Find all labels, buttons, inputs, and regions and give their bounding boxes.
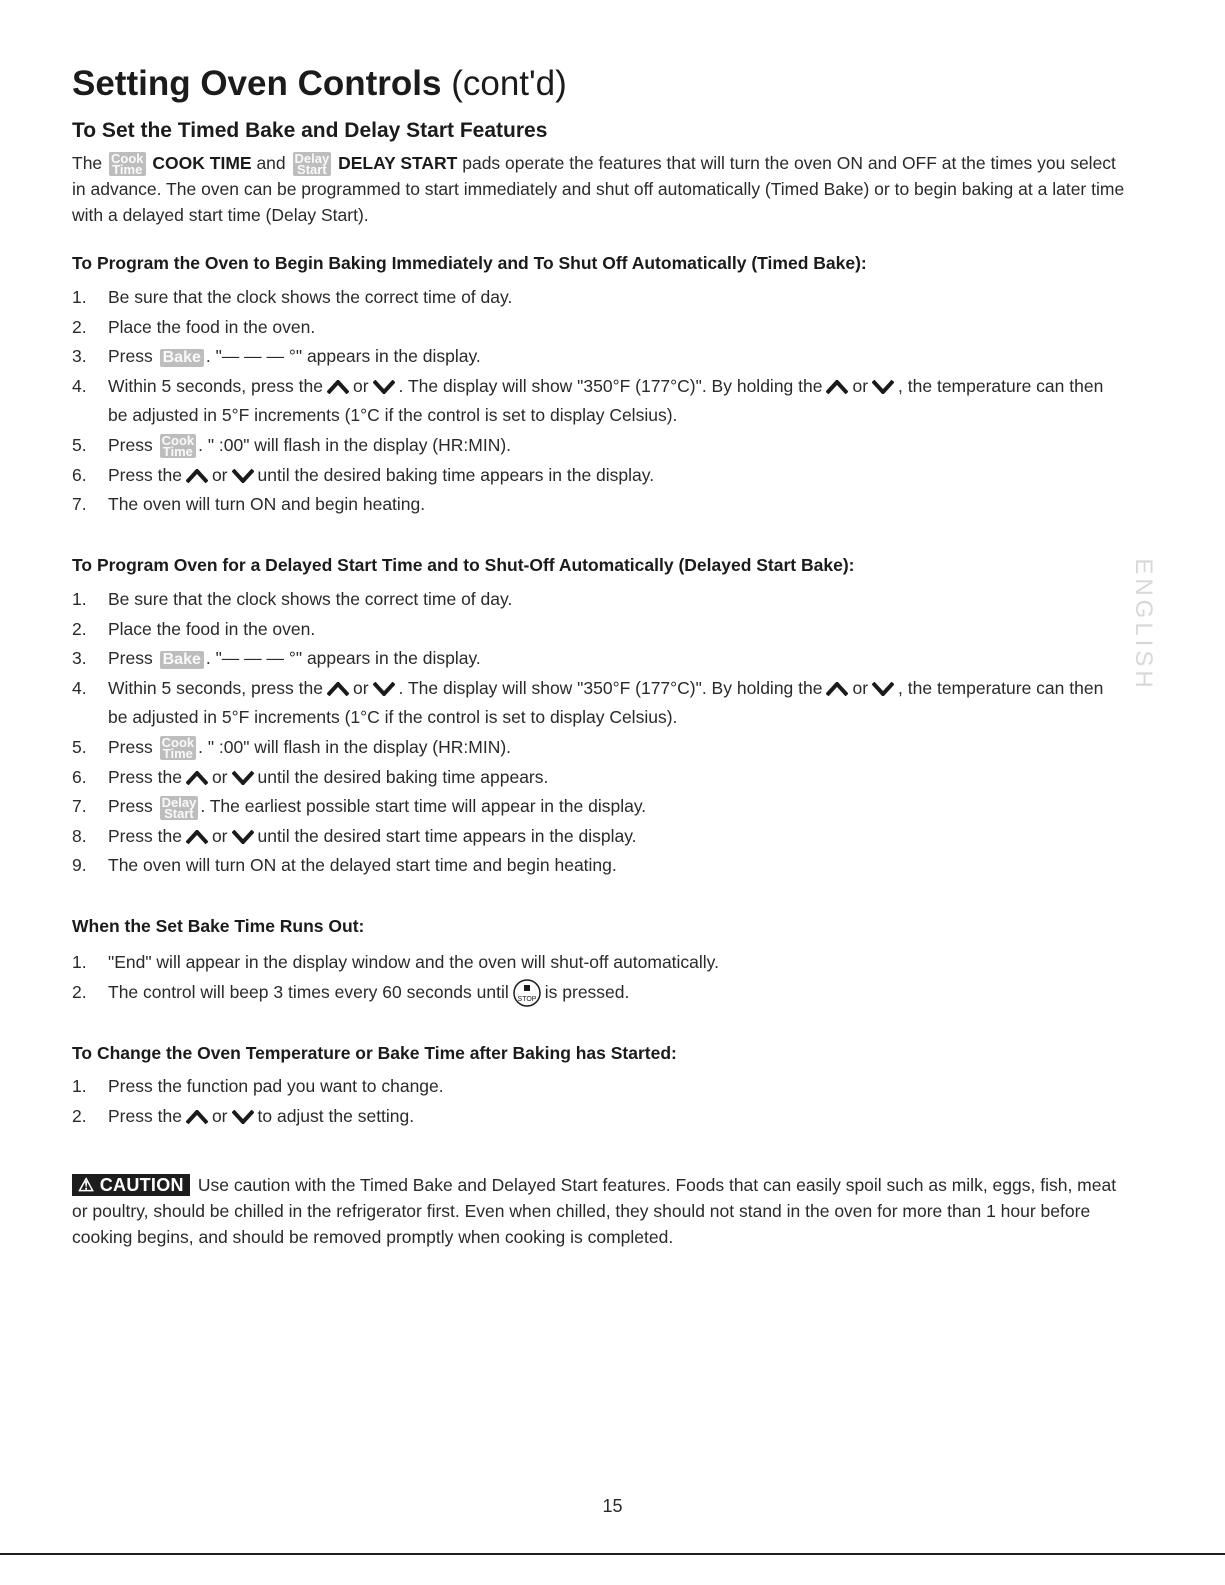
up-arrow-icon bbox=[826, 380, 848, 394]
stop-icon bbox=[512, 978, 542, 1008]
cook-time-label: COOK TIME bbox=[152, 153, 252, 173]
delayed-start-steps bbox=[72, 585, 1118, 881]
bake-pad-icon: Bake bbox=[160, 349, 204, 367]
intro-paragraph: The Cook Time COOK TIME and Delay Start DELAY START pads operate the features that will turn the oven ON and OFF at the times you select in advance. The oven can be programmed to start immediately and shut off automatically (Timed Bake) or to begin baking at a later time with a delayed start time (Delay Start). bbox=[72, 151, 1125, 226]
list-item: 7. The oven will turn ON and begin heating. bbox=[72, 494, 426, 515]
list-item: 6. Press the or until the desired baking time appears. bbox=[72, 766, 549, 787]
list-item: 2. Press the or to adjust the setting. bbox=[72, 1105, 415, 1126]
up-arrow-icon bbox=[327, 380, 349, 394]
down-arrow-icon bbox=[872, 682, 894, 696]
up-arrow-icon bbox=[186, 771, 208, 785]
list-item: 8. Press the or until the desired start time appears in the display. bbox=[72, 825, 637, 846]
cook-time-pad-icon: Cook Time bbox=[111, 151, 144, 178]
list-item: 6. Press the or until the desired baking time appears in the display. bbox=[72, 464, 655, 485]
down-arrow-icon bbox=[232, 771, 254, 785]
down-arrow-icon bbox=[872, 380, 894, 394]
list-item: 1. "End" will appear in the display window and the oven will shut-off automatically. bbox=[72, 952, 719, 972]
list-item: 4. Within 5 seconds, press the or . The display will show "350°F (177°C)". By holding the or , the temperature can then be adjusted in 5°F increments (1°C if the control is set to display Celsius). bbox=[72, 677, 1104, 728]
up-arrow-icon bbox=[186, 469, 208, 483]
list-item: 2. Place the food in the oven. bbox=[72, 618, 316, 639]
bottom-rule bbox=[0, 1553, 1225, 1555]
delay-start-pad-icon: Delay Start bbox=[294, 151, 330, 178]
change-steps bbox=[72, 1072, 444, 1131]
language-side-tab: ENGLISH bbox=[1130, 558, 1157, 692]
list-item: 3. Press Bake . "— — — °" appears in the display. bbox=[72, 648, 481, 669]
down-arrow-icon bbox=[232, 1110, 254, 1124]
up-arrow-icon bbox=[327, 682, 349, 696]
list-item: 3. Press Bake . "— — — °" appears in the display. bbox=[72, 346, 481, 367]
stop-icon-label: STOP bbox=[517, 995, 537, 1003]
list-item: 4. Within 5 seconds, press the or . The display will show "350°F (177°C)". By holding the or , the temperature can then be adjusted in 5°F increments (1°C if the control is set to display Celsius). bbox=[72, 375, 1104, 426]
delay-start-pad-icon: Delay Start bbox=[161, 794, 197, 821]
list-item: 9. The oven will turn ON at the delayed start time and begin heating. bbox=[72, 855, 617, 876]
page-title-suffix: (cont'd) bbox=[441, 64, 567, 103]
page-title bbox=[72, 62, 567, 106]
down-arrow-icon bbox=[232, 830, 254, 844]
page-title-main: Setting Oven Controls bbox=[72, 64, 442, 103]
list-item: 1. Press the function pad you want to change. bbox=[72, 1076, 444, 1096]
timed-bake-heading: To Program the Oven to Begin Baking Immediately and To Shut Off Automatically (Timed Bake): bbox=[72, 253, 867, 273]
down-arrow-icon bbox=[232, 469, 254, 483]
page-number: 15 bbox=[602, 1496, 623, 1516]
down-arrow-icon bbox=[373, 682, 395, 696]
delay-start-label: DELAY START bbox=[338, 153, 458, 173]
list-item: 1. Be sure that the clock shows the correct time of day. bbox=[72, 287, 513, 307]
down-arrow-icon bbox=[373, 380, 395, 394]
list-item: 1. Be sure that the clock shows the correct time of day. bbox=[72, 589, 513, 609]
list-item: 5. Press Cook Time . " :00" will flash in the display (HR:MIN). bbox=[72, 735, 512, 762]
caution-paragraph: ⚠ CAUTION Use caution with the Timed Bake and Delayed Start features. Foods that can easily spoil such as milk, eggs, fish, meat or poultry, should be chilled in the refrigerator first. Even when chilled, they should not stand in the oven for more than 1 hour before cooking begins, and should be removed promptly when cooking is completed. bbox=[72, 1175, 1117, 1247]
change-heading: To Change the Oven Temperature or Bake Time after Baking has Started: bbox=[72, 1043, 677, 1063]
caution-badge: ⚠ CAUTION bbox=[72, 1174, 190, 1196]
up-arrow-icon bbox=[826, 682, 848, 696]
section-title: To Set the Timed Bake and Delay Start Features bbox=[72, 119, 548, 142]
delayed-start-heading: To Program Oven for a Delayed Start Time and to Shut-Off Automatically (Delayed Start Bake): bbox=[72, 555, 855, 575]
runs-out-heading: When the Set Bake Time Runs Out: bbox=[72, 916, 365, 936]
bake-pad-icon: Bake bbox=[160, 651, 204, 669]
runs-out-steps bbox=[72, 948, 719, 1008]
list-item: 7. Press Delay Start . The earliest possible start time will appear in the display. bbox=[72, 794, 647, 821]
list-item: 2. Place the food in the oven. bbox=[72, 316, 316, 337]
up-arrow-icon bbox=[186, 830, 208, 844]
up-arrow-icon bbox=[186, 1110, 208, 1124]
timed-bake-steps bbox=[72, 283, 1118, 520]
list-item: 5. Press Cook Time . " :00" will flash in the display (HR:MIN). bbox=[72, 433, 512, 460]
cook-time-pad-icon: Cook Time bbox=[161, 735, 195, 762]
list-item: 2. The control will beep 3 times every 60 seconds until STOP is pressed. bbox=[72, 978, 719, 1008]
cook-time-pad-icon: Cook Time bbox=[161, 433, 195, 460]
